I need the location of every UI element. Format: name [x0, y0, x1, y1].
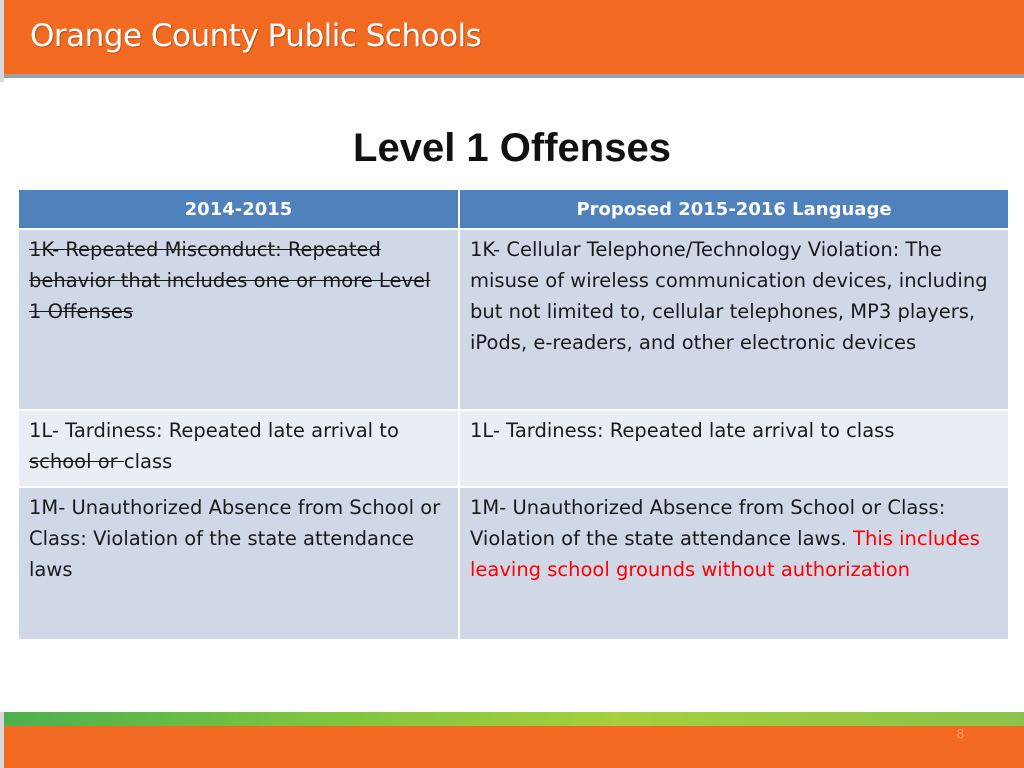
table-row	[18, 229, 1009, 410]
header-left-accent	[0, 0, 4, 82]
cell-new-1m	[459, 487, 1009, 640]
footer-left-accent	[0, 712, 4, 768]
cell-text: 1M- Unauthorized Absence from School or Class: Violation of the state attendance laws.	[470, 496, 946, 550]
table-row	[18, 410, 1009, 487]
header-title: Orange County Public Schools	[30, 18, 482, 54]
cell-text: 1M- Unauthorized Absence from School or Class: Violation of the state attendance laws	[29, 496, 441, 581]
column-header-proposed: Proposed 2015-2016 Language	[459, 189, 1009, 229]
added-text: This includes leaving school grounds without authorization	[470, 527, 980, 581]
cell-old-1k	[18, 229, 459, 410]
cell-old-1m	[18, 487, 459, 640]
struck-text: 1K- Repeated Misconduct: Repeated behavior that includes one or more Level 1 Offenses	[29, 238, 431, 323]
cell-old-1l	[18, 410, 459, 487]
page-number: 8	[956, 726, 964, 741]
cell-text-after: class	[123, 450, 173, 473]
slide-title: Level 1 Offenses	[353, 126, 671, 170]
offenses-table	[17, 188, 1010, 641]
table-header-row	[18, 189, 1009, 229]
cell-text: 1K- Cellular Telephone/Technology Violation: The misuse of wireless communication devices, including but not limited to, cellular telephones, MP3 players, iPods, e-readers, and other electronic devices	[470, 238, 988, 354]
struck-text: school or	[29, 450, 124, 473]
cell-text: 1L- Tardiness: Repeated late arrival to	[29, 419, 399, 442]
cell-new-1k	[459, 229, 1009, 410]
cell-text: 1L- Tardiness: Repeated late arrival to class	[470, 419, 895, 442]
cell-new-1l	[459, 410, 1009, 487]
column-header-2014-2015: 2014-2015	[18, 189, 459, 229]
footer-green-bar	[0, 712, 1024, 726]
footer-orange-bar	[0, 726, 1024, 768]
table-row	[18, 487, 1009, 640]
